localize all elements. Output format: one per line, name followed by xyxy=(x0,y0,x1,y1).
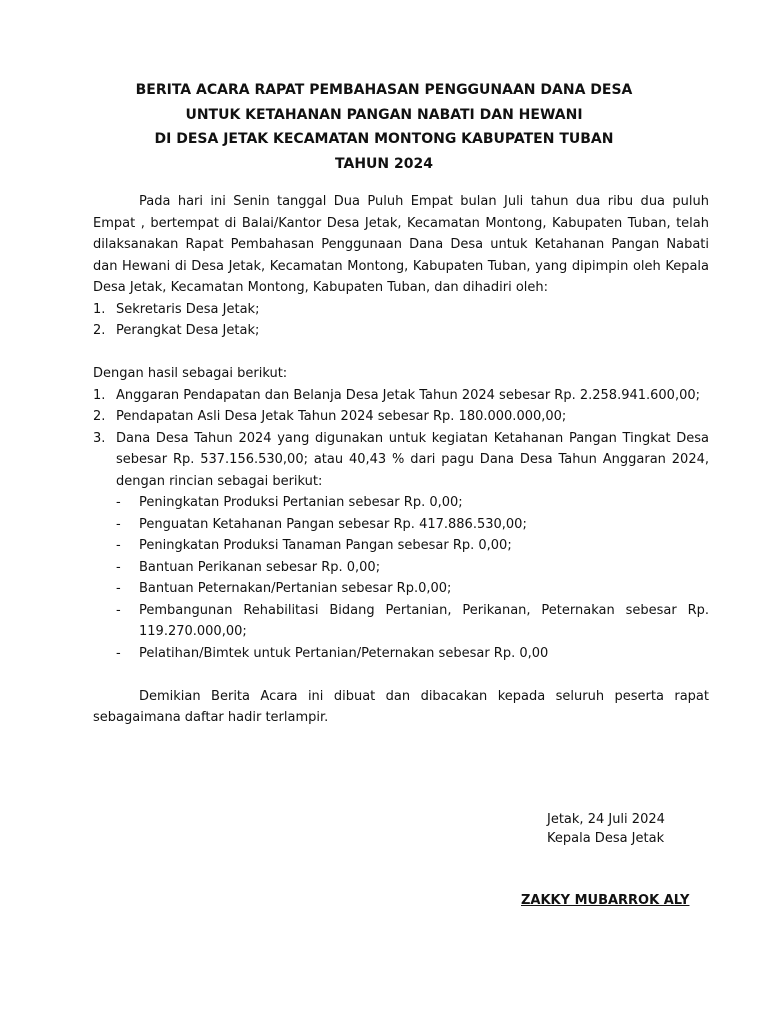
title-line-4: TAHUN 2024 xyxy=(335,155,433,172)
detail-text: Penguatan Ketahanan Pangan sebesar Rp. 417.886.530,00; xyxy=(139,516,527,532)
title-line-2: UNTUK KETAHANAN PANGAN NABATI DAN HEWANI xyxy=(185,106,583,123)
list-text: Anggaran Pendapatan dan Belanja Desa Jetak Tahun 2024 sebesar Rp. 2.258.941.600,00; xyxy=(116,387,701,403)
title-line-3: DI DESA JETAK KECAMATAN MONTONG KABUPATEN TUBAN xyxy=(154,131,614,147)
closing-paragraph: Demikian Berita Acara ini dibuat dan dibacakan kepada seluruh peserta rapat sebagaimana daftar hadir terlampir. xyxy=(93,688,709,725)
list-number: 2. xyxy=(93,323,106,338)
list-item xyxy=(93,385,709,407)
document-title xyxy=(0,78,768,176)
results-list xyxy=(93,385,709,493)
detail-text: Bantuan Perikanan sebesar Rp. 0,00; xyxy=(139,559,381,575)
list-item xyxy=(93,406,709,428)
list-number: 3. xyxy=(93,430,106,446)
list-number: 1. xyxy=(93,301,106,317)
detail-item xyxy=(93,643,709,665)
detail-item xyxy=(93,514,709,536)
list-number: 2. xyxy=(93,409,106,424)
detail-text: Pelatihan/Bimtek untuk Pertanian/Peternakan sebesar Rp. 0,00 xyxy=(139,645,549,661)
results-intro: Dengan hasil sebagai berikut: xyxy=(93,366,288,381)
title-line-1: BERITA ACARA RAPAT PEMBAHASAN PENGGUNAAN DANA DESA xyxy=(135,82,633,98)
list-item xyxy=(93,428,709,493)
signer-position: Kepala Desa Jetak xyxy=(547,831,665,846)
detail-item xyxy=(93,535,709,557)
dash-bullet: - xyxy=(116,581,121,596)
attendee-list xyxy=(93,299,709,342)
detail-text: Pembangunan Rehabilitasi Bidang Pertanian, Perikanan, Peternakan sebesar Rp. 119.270.000,00; xyxy=(139,602,709,639)
dash-bullet: - xyxy=(116,516,121,532)
detail-item xyxy=(93,578,709,600)
list-number: 1. xyxy=(93,387,106,403)
signer-name: ZAKKY MUBARROK ALY xyxy=(521,893,690,908)
list-text: Dana Desa Tahun 2024 yang digunakan untuk kegiatan Ketahanan Pangan Tingkat Desa sebesar Rp. 537.156.530,00; atau 40,43 % dari pagu Dana Desa Tahun Anggaran 2024, dengan rincian sebagai berikut: xyxy=(116,430,709,489)
detail-text: Peningkatan Produksi Tanaman Pangan sebesar Rp. 0,00; xyxy=(139,538,512,553)
document-body xyxy=(93,191,709,729)
list-text: Perangkat Desa Jetak; xyxy=(116,323,260,338)
place-date: Jetak, 24 Juli 2024 xyxy=(547,812,665,827)
dash-bullet: - xyxy=(116,538,121,553)
detail-text: Peningkatan Produksi Pertanian sebesar Rp. 0,00; xyxy=(139,495,463,510)
detail-item xyxy=(93,600,709,643)
detail-text: Bantuan Peternakan/Pertanian sebesar Rp.0,00; xyxy=(139,581,452,596)
spacer xyxy=(93,342,709,364)
detail-item xyxy=(93,492,709,514)
list-item xyxy=(93,299,709,321)
dash-bullet: - xyxy=(116,495,121,510)
list-item xyxy=(93,320,709,342)
dash-bullet: - xyxy=(116,645,121,661)
opening-paragraph: Pada hari ini Senin tanggal Dua Puluh Empat bulan Juli tahun dua ribu dua puluh Empat , bertempat di Balai/Kantor Desa Jetak, Kecamatan Montong, Kabupaten Tuban, telah dilaksanakan Rapat Pembahasan Penggunaan Dana Desa untuk Ketahanan Pangan Nabati dan Hewani di Desa Jetak, Kecamatan Montong, Kabupaten Tuban, yang dipimpin oleh Kepala Desa Jetak, Kecamatan Montong, Kabupaten Tuban, dan dihadiri oleh: xyxy=(93,194,709,295)
dash-bullet: - xyxy=(116,559,121,575)
signature-block xyxy=(547,810,665,848)
list-text: Pendapatan Asli Desa Jetak Tahun 2024 sebesar Rp. 180.000.000,00; xyxy=(116,409,567,424)
detail-list xyxy=(93,492,709,664)
list-text: Sekretaris Desa Jetak; xyxy=(116,301,260,317)
dash-bullet: - xyxy=(116,602,121,618)
detail-item xyxy=(93,557,709,579)
